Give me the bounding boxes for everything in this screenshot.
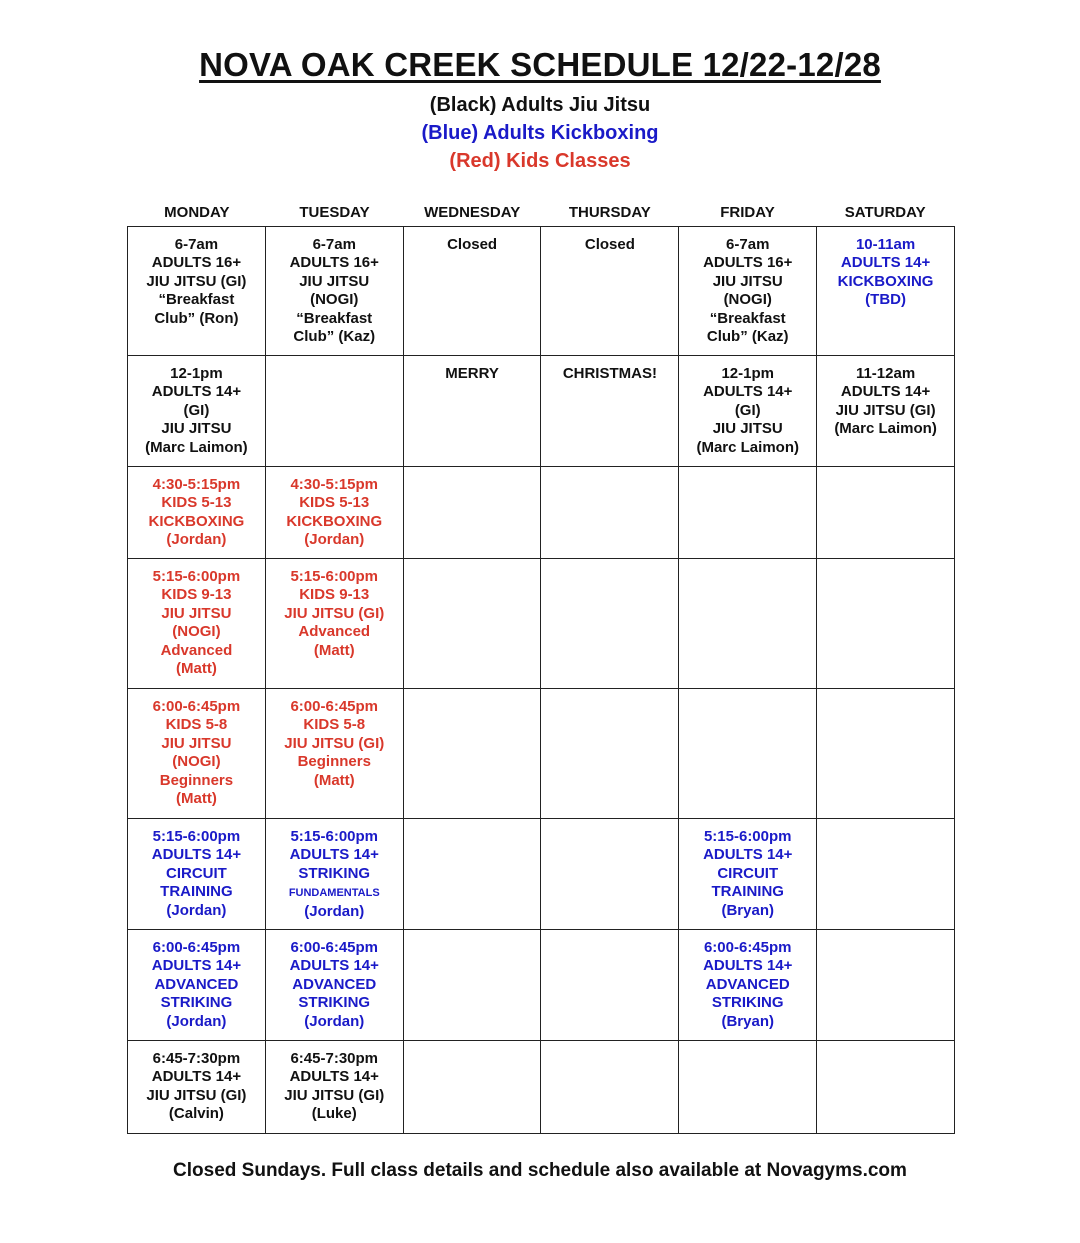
class-cell-thursday	[541, 1041, 679, 1134]
class-cell-tuesday	[265, 930, 403, 1041]
day-header-friday: FRIDAY	[720, 204, 775, 221]
class-cell-text: 6:00-6:45pm ADULTS 14+ ADVANCED STRIKING (Bryan)	[703, 939, 793, 1030]
class-cell-instructor: (Jordan)	[304, 902, 365, 920]
class-cell-saturday	[817, 227, 955, 356]
class-cell-monday	[128, 689, 266, 819]
class-cell-monday	[128, 1041, 266, 1134]
class-cell-friday	[679, 930, 817, 1041]
class-cell-thursday	[541, 930, 679, 1041]
class-cell-wednesday	[403, 467, 541, 559]
class-cell-tuesday	[265, 356, 403, 467]
class-cell-text: 6-7am ADULTS 16+ JIU JITSU (GI) “Breakfast Club” (Ron)	[146, 236, 247, 327]
schedule-row	[128, 819, 955, 930]
class-cell-wednesday	[403, 559, 541, 689]
day-header-thursday: THURSDAY	[568, 204, 651, 221]
class-cell-saturday	[817, 689, 955, 819]
class-cell-text: 6:45-7:30pm ADULTS 14+ JIU JITSU (GI) (Calvin)	[146, 1050, 247, 1123]
class-cell-text: 6:00-6:45pm KIDS 5-8 JIU JITSU (GI) Beginners (Matt)	[284, 698, 385, 789]
class-cell-tuesday	[265, 227, 403, 356]
class-cell-monday	[128, 930, 266, 1041]
schedule-row	[128, 559, 955, 689]
schedule-table	[127, 226, 955, 1134]
class-cell-tuesday	[265, 819, 403, 930]
schedule-row	[128, 930, 955, 1041]
class-cell-text: 6:45-7:30pm ADULTS 14+ JIU JITSU (GI) (Luke)	[284, 1050, 385, 1123]
class-cell-saturday	[817, 356, 955, 467]
class-cell-text: 6:00-6:45pm ADULTS 14+ ADVANCED STRIKING (Jordan)	[289, 939, 379, 1030]
schedule-row	[128, 467, 955, 559]
class-cell-monday	[128, 559, 266, 689]
class-cell-text: Closed	[584, 236, 635, 253]
class-cell-text: 6-7am ADULTS 16+ JIU JITSU (NOGI) “Breakfast Club” (Kaz)	[703, 236, 793, 346]
class-cell-saturday	[817, 559, 955, 689]
schedule-row	[128, 1041, 955, 1134]
footer-note: Closed Sundays. Full class details and schedule also available at Novagyms.com	[173, 1160, 907, 1181]
page-title: NOVA OAK CREEK SCHEDULE 12/22-12/28	[199, 46, 881, 83]
class-cell-saturday	[817, 819, 955, 930]
class-cell-saturday	[817, 1041, 955, 1134]
class-cell-text: 5:15-6:00pm ADULTS 14+ CIRCUIT TRAINING (Bryan)	[703, 828, 793, 919]
schedule-row	[128, 356, 955, 467]
class-cell-text: 4:30-5:15pm KIDS 5-13 KICKBOXING (Jordan)	[148, 476, 245, 549]
class-cell-thursday	[541, 559, 679, 689]
legend-adults-jiu-jitsu: (Black) Adults Jiu Jitsu	[429, 94, 651, 116]
day-header-row	[128, 204, 954, 221]
class-cell-tuesday	[265, 467, 403, 559]
class-cell-wednesday	[403, 930, 541, 1041]
schedule-row	[128, 227, 955, 356]
class-cell-saturday	[817, 930, 955, 1041]
class-cell-tuesday	[265, 689, 403, 819]
class-cell-text: 11-12am ADULTS 14+ JIU JITSU (GI) (Marc Laimon)	[834, 365, 937, 438]
class-cell-thursday	[541, 819, 679, 930]
class-cell-monday	[128, 356, 266, 467]
class-cell-friday	[679, 689, 817, 819]
class-cell-text: 4:30-5:15pm KIDS 5-13 KICKBOXING (Jordan)	[286, 476, 383, 549]
class-cell-wednesday	[403, 1041, 541, 1134]
class-cell-friday	[679, 819, 817, 930]
day-header-saturday: SATURDAY	[844, 204, 926, 221]
class-cell-text: 6:00-6:45pm ADULTS 14+ ADVANCED STRIKING (Jordan)	[151, 939, 242, 1030]
class-cell-text: 10-11am ADULTS 14+ KICKBOXING (TBD)	[837, 236, 934, 309]
class-cell-thursday	[541, 356, 679, 467]
class-cell-saturday	[817, 467, 955, 559]
class-cell-friday	[679, 227, 817, 356]
schedule-row	[128, 689, 955, 819]
class-cell-friday	[679, 559, 817, 689]
class-cell-thursday	[541, 227, 679, 356]
class-cell-friday	[679, 467, 817, 559]
class-cell-text: 5:15-6:00pm ADULTS 14+ CIRCUIT TRAINING (Jordan)	[151, 828, 242, 919]
legend-kids-classes: (Red) Kids Classes	[449, 150, 631, 172]
legend-adults-kickboxing: (Blue) Adults Kickboxing	[421, 122, 659, 144]
class-cell-text: 12-1pm ADULTS 14+ (GI) JIU JITSU (Marc Laimon)	[145, 365, 248, 456]
class-cell-monday	[128, 819, 266, 930]
class-cell-text: 6:00-6:45pm KIDS 5-8 JIU JITSU (NOGI) Beginners (Matt)	[152, 698, 241, 808]
class-cell-text: 5:15-6:00pm ADULTS 14+ STRIKING	[289, 828, 379, 882]
class-cell-friday	[679, 356, 817, 467]
day-header-wednesday: WEDNESDAY	[424, 204, 521, 221]
class-cell-thursday	[541, 689, 679, 819]
class-cell-wednesday	[403, 356, 541, 467]
class-cell-text: 5:15-6:00pm KIDS 9-13 JIU JITSU (GI) Advanced (Matt)	[284, 568, 385, 659]
class-cell-text: 5:15-6:00pm KIDS 9-13 JIU JITSU (NOGI) Advanced (Matt)	[152, 568, 241, 678]
day-header-monday: MONDAY	[164, 204, 230, 221]
class-cell-subtext: FUNDAMENTALS	[288, 887, 380, 900]
class-cell-monday	[128, 467, 266, 559]
class-cell-text: 12-1pm ADULTS 14+ (GI) JIU JITSU (Marc Laimon)	[696, 365, 799, 456]
class-cell-friday	[679, 1041, 817, 1134]
class-cell-wednesday	[403, 819, 541, 930]
class-cell-wednesday	[403, 689, 541, 819]
class-cell-tuesday	[265, 1041, 403, 1134]
day-header-tuesday: TUESDAY	[299, 204, 370, 221]
class-cell-tuesday	[265, 559, 403, 689]
class-cell-monday	[128, 227, 266, 356]
class-cell-text: CHRISTMAS!	[562, 365, 657, 382]
class-cell-thursday	[541, 467, 679, 559]
class-cell-text: MERRY	[445, 365, 499, 382]
class-cell-text: Closed	[447, 236, 498, 253]
class-cell-text: 6-7am ADULTS 16+ JIU JITSU (NOGI) “Breakfast Club” (Kaz)	[289, 236, 379, 346]
class-cell-wednesday	[403, 227, 541, 356]
